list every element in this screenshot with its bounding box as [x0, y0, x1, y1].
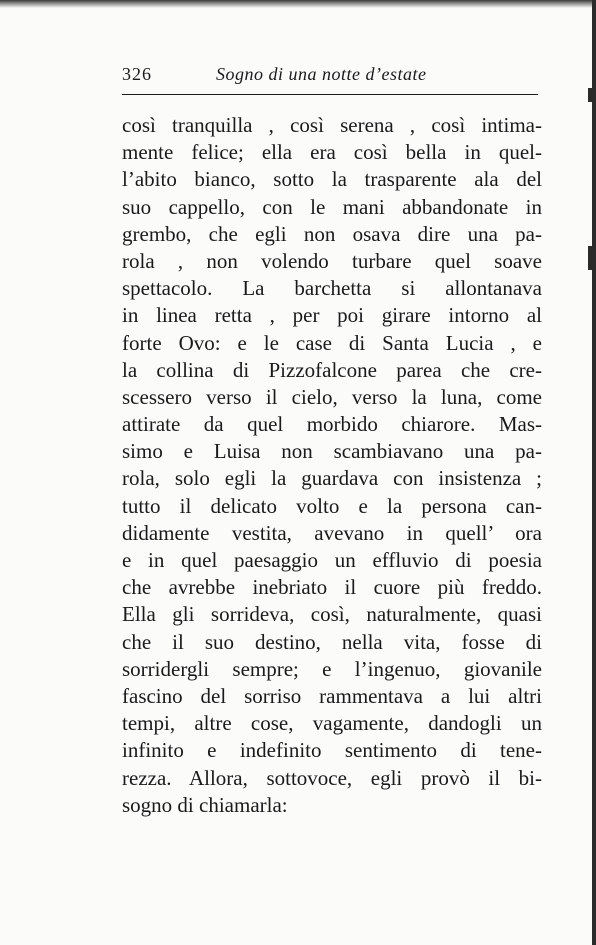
text-line: che il suo destino, nella vita, fosse di	[122, 629, 542, 654]
body-text	[122, 112, 542, 819]
text-line: Ella gli sorrideva, così, naturalmente, quasi	[122, 602, 542, 627]
running-header	[122, 58, 538, 92]
text-line: mente felice; ella era così bella in quel-	[122, 140, 542, 165]
text-line: l’abito bianco, sotto la trasparente ala del	[122, 167, 542, 192]
running-title: Sogno di una notte d’estate	[216, 64, 427, 84]
text-line: infinito e indefinito sentimento di tene-	[122, 738, 542, 763]
text-line: didamente vestita, avevano in quell’ ora	[122, 520, 542, 545]
text-line: rola , non volendo turbare quel soave	[122, 248, 542, 273]
header-rule	[122, 94, 538, 95]
text-line: rola, solo egli la guardava con insistenza ;	[122, 466, 542, 491]
page-top-shadow	[0, 0, 596, 8]
text-line: e in quel paesaggio un effluvio di poesia	[122, 548, 542, 572]
text-line: sogno di chiamarla:	[122, 792, 288, 817]
text-line: sorridergli sempre; e l’ingenuo, giovanile	[122, 656, 542, 681]
text-line: tempi, altre cose, vagamente, dandogli un	[122, 711, 542, 736]
page-number: 326	[122, 64, 152, 84]
text-line: in linea retta , per poi girare intorno al	[122, 303, 542, 328]
page-right-edge	[592, 0, 596, 945]
text-line: tutto il delicato volto e la persona can-	[122, 493, 542, 518]
text-line: grembo, che egli non osava dire una pa-	[122, 221, 542, 246]
text-line: scessero verso il cielo, verso la luna, come	[122, 384, 542, 409]
text-line: che avrebbe inebriato il cuore più freddo.	[122, 575, 542, 600]
page-edge-mark	[588, 246, 592, 270]
text-line: rezza. Allora, sottovoce, egli provò il bi-	[122, 765, 542, 790]
text-line: simo e Luisa non scambiavano una pa-	[122, 439, 542, 464]
text-line: suo cappello, con le mani abbandonate in	[122, 194, 542, 219]
text-line: così tranquilla , così serena , così intima-	[122, 113, 542, 137]
text-line: la collina di Pizzofalcone parea che cre-	[122, 357, 542, 382]
page-edge-mark	[588, 88, 592, 102]
text-line: forte Ovo: e le case di Santa Lucia , e	[122, 330, 542, 355]
text-line: spettacolo. La barchetta si allontanava	[122, 276, 542, 301]
text-line: attirate da quel morbido chiarore. Mas-	[122, 412, 542, 437]
text-line: fascino del sorriso rammentava a lui altri	[122, 683, 542, 708]
